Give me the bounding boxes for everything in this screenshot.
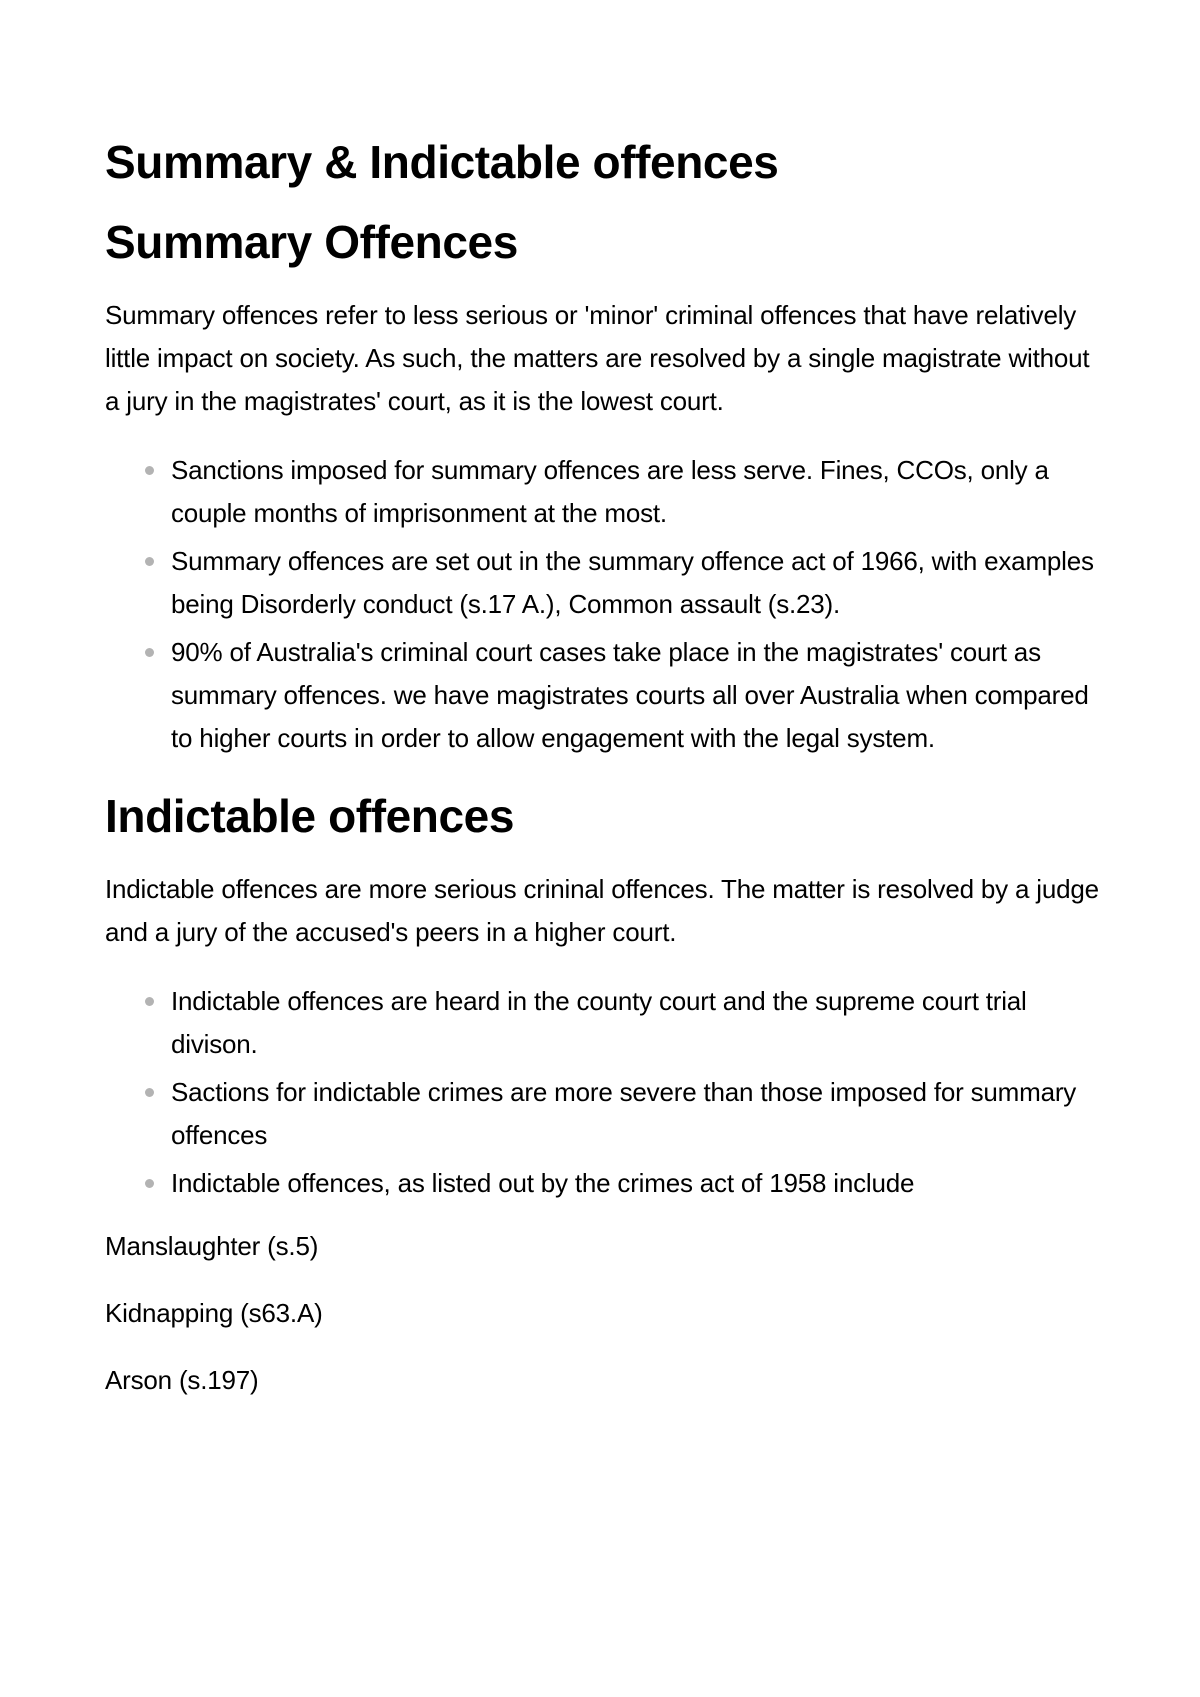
bullet-icon: [145, 648, 154, 657]
list-item-text: Indictable offences, as listed out by the crimes act of 1958 include: [171, 1168, 915, 1198]
bullet-icon: [145, 1088, 154, 1097]
document-title: Summary & Indictable offences: [105, 136, 779, 188]
list-item: [171, 631, 1105, 760]
list-item: [171, 540, 1105, 626]
indictable-offences-bullet-list: [105, 980, 1105, 1205]
list-item-text: Sactions for indictable crimes are more severe than those imposed for summary offences: [171, 1077, 1077, 1150]
list-item: [171, 449, 1105, 535]
summary-offences-intro: Summary offences refer to less serious or 'minor' criminal offences that have relatively little impact on society. As such, the matters are resolved by a single magistrate without a jury in the magistrates' court, as it is the lowest court.: [105, 300, 1090, 416]
indictable-offences-intro: Indictable offences are more serious crininal offences. The matter is resolved by a judge and a jury of the accused's peers in a higher court.: [105, 874, 1099, 947]
list-item-text: 90% of Australia's criminal court cases take place in the magistrates' court as summary offences. we have magistrates courts all over Australia when compared to higher courts in order to allow engagement with the legal system.: [171, 637, 1089, 753]
example-offence-manslaughter: Manslaughter (s.5): [105, 1231, 319, 1261]
list-item-text: Summary offences are set out in the summary offence act of 1966, with examples being Disorderly conduct (s.17 A.), Common assault (s.23).: [171, 546, 1094, 619]
bullet-icon: [145, 557, 154, 566]
bullet-icon: [145, 466, 154, 475]
bullet-icon: [145, 1179, 154, 1188]
document-page: [105, 128, 1105, 1402]
list-item: [171, 1071, 1105, 1157]
bullet-icon: [145, 997, 154, 1006]
list-item-text: Sanctions imposed for summary offences are less serve. Fines, CCOs, only a couple months of imprisonment at the most.: [171, 455, 1049, 528]
indictable-offences-heading: Indictable offences: [105, 790, 515, 842]
list-item: [171, 1162, 1105, 1205]
summary-offences-bullet-list: [105, 449, 1105, 760]
list-item-text: Indictable offences are heard in the county court and the supreme court trial divison.: [171, 986, 1027, 1059]
example-offence-arson: Arson (s.197): [105, 1365, 259, 1395]
summary-offences-heading: Summary Offences: [105, 216, 518, 268]
example-offence-kidnapping: Kidnapping (s63.A): [105, 1298, 323, 1328]
list-item: [171, 980, 1105, 1066]
